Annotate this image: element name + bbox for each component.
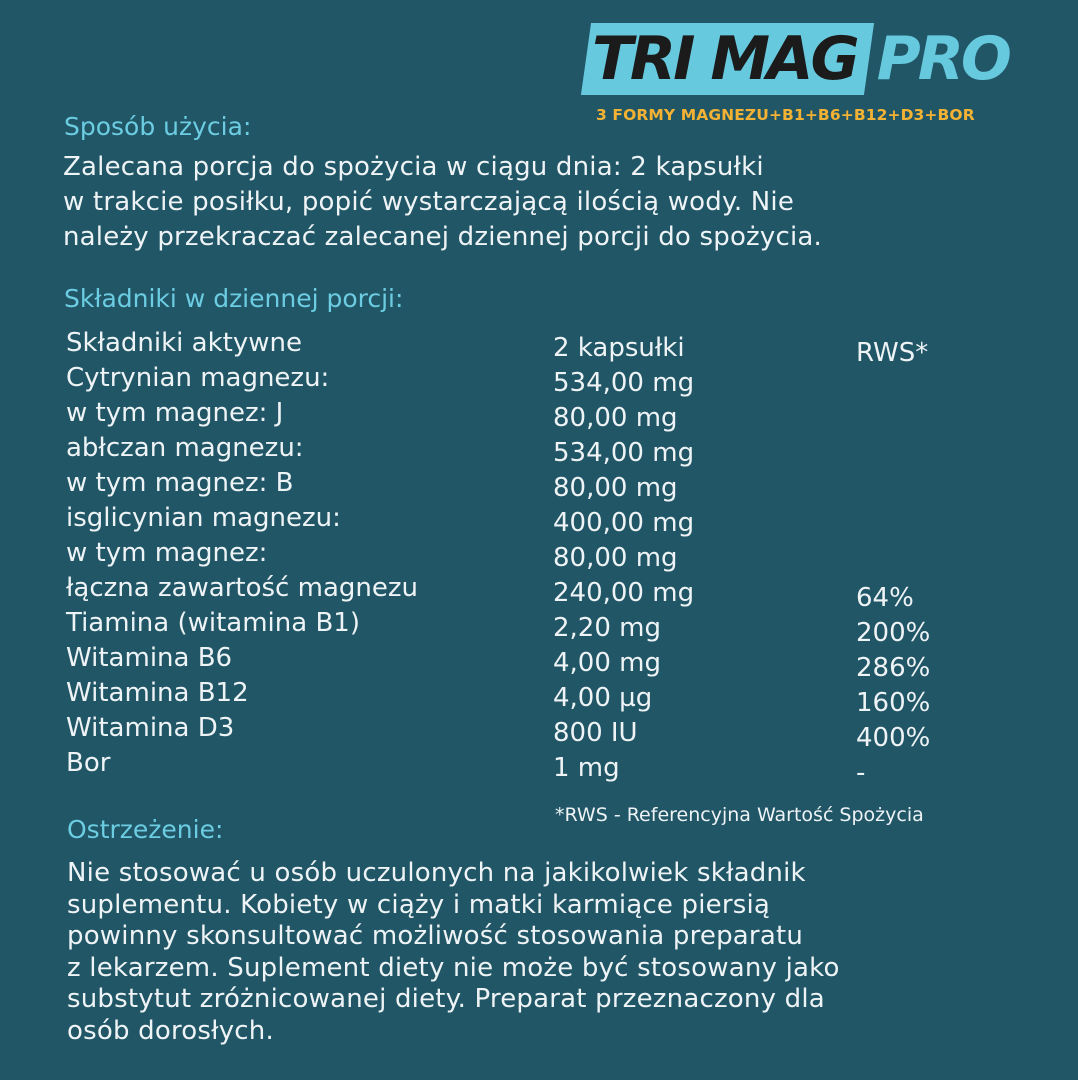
table-row [66,676,1026,718]
ingredient-amount: 80,00 mg [553,543,678,573]
table-row [66,641,1026,683]
ingredient-rws: 200% [856,618,931,648]
ingredient-rws: 64% [856,583,914,613]
ingredient-rws: RWS* [856,338,929,368]
ingredient-name: isglicynian magnezu: [66,503,341,533]
ingredient-amount: 1 mg [553,753,620,783]
ingredient-amount: 800 IU [553,718,638,748]
rws-footnote: *RWS - Referencyjna Wartość Spożycia [555,804,924,826]
table-row [66,746,1026,788]
warning-line: Nie stosować u osób uczulonych na jakikolwiek składnik [67,858,806,888]
usage-line: w trakcie posiłku, popić wystarczającą ilością wody. Nie [63,187,795,217]
warning-line: osób dorosłych. [67,1015,274,1046]
usage-line: Zalecana porcja do spożycia w ciągu dnia: 2 kapsułki [63,152,764,182]
warning-line: powinny skonsultować możliwość stosowania preparatu [67,921,804,951]
table-row [66,431,1026,466]
usage-line: należy przekraczać zalecanej dziennej porcji do spożycia. [63,222,823,252]
ingredient-name: Cytrynian magnezu: [66,363,330,393]
ingredients-table [66,326,1026,788]
table-row [66,606,1026,648]
ingredient-rws: 400% [856,723,931,753]
ingredient-rws: 286% [856,653,931,683]
ingredient-amount: 4,00 mg [553,648,661,678]
warning-heading: Ostrzeżenie: [67,815,224,844]
ingredient-name: abłczan magnezu: [66,433,304,463]
warning-line: z lekarzem. Suplement diety nie może być stosowany jako [67,952,840,983]
ingredient-name: Witamina B6 [66,643,233,673]
table-row [66,466,1026,501]
table-row [66,361,1026,396]
warning-line: suplementu. Kobiety w ciąży i matki karmiące piersią [67,889,771,920]
ingredient-amount: 80,00 mg [553,403,678,433]
table-row [66,571,1026,613]
logo-subtitle: 3 FORMY MAGNEZU+B1+B6+B12+D3+BOR [596,106,975,124]
table-row [66,396,1026,431]
ingredients-heading: Składniki w dziennej porcji: [64,284,404,313]
brand-logo [586,22,1009,132]
ingredient-amount: 4,00 µg [553,683,653,713]
ingredient-amount: 2,20 mg [553,613,661,643]
ingredient-name: w tym magnez: [66,538,268,568]
logo-main-text: TRI MAG [592,24,857,94]
table-row [66,326,1026,368]
table-row [66,711,1026,753]
logo-wordmark [586,22,1009,96]
usage-heading: Sposób użycia: [64,112,252,141]
ingredient-name: w tym magnez: B [66,468,294,498]
ingredient-name: Bor [66,748,111,778]
table-row [66,536,1026,571]
ingredient-name: Witamina D3 [66,713,235,743]
usage-text [63,150,822,255]
ingredient-amount: 240,00 mg [553,578,695,608]
ingredient-name: Składniki aktywne [66,328,302,358]
ingredient-rws: - [856,758,866,788]
table-row [66,501,1026,536]
ingredient-amount: 2 kapsułki [553,333,685,363]
warning-text [67,858,840,1047]
logo-pro-text: PRO [876,24,1009,94]
ingredient-name: łączna zawartość magnezu [66,573,418,603]
ingredient-amount: 400,00 mg [553,508,695,538]
ingredient-amount: 534,00 mg [553,368,695,398]
warning-line: substytut zróżnicowanej diety. Preparat przeznaczony dla [67,984,825,1014]
ingredient-amount: 80,00 mg [553,473,678,503]
ingredient-rws: 160% [856,688,931,718]
logo-box [581,23,874,95]
ingredient-name: Witamina B12 [66,678,249,708]
ingredient-name: Tiamina (witamina B1) [66,608,360,638]
ingredient-amount: 534,00 mg [553,438,695,468]
ingredient-name: w tym magnez: J [66,398,284,428]
